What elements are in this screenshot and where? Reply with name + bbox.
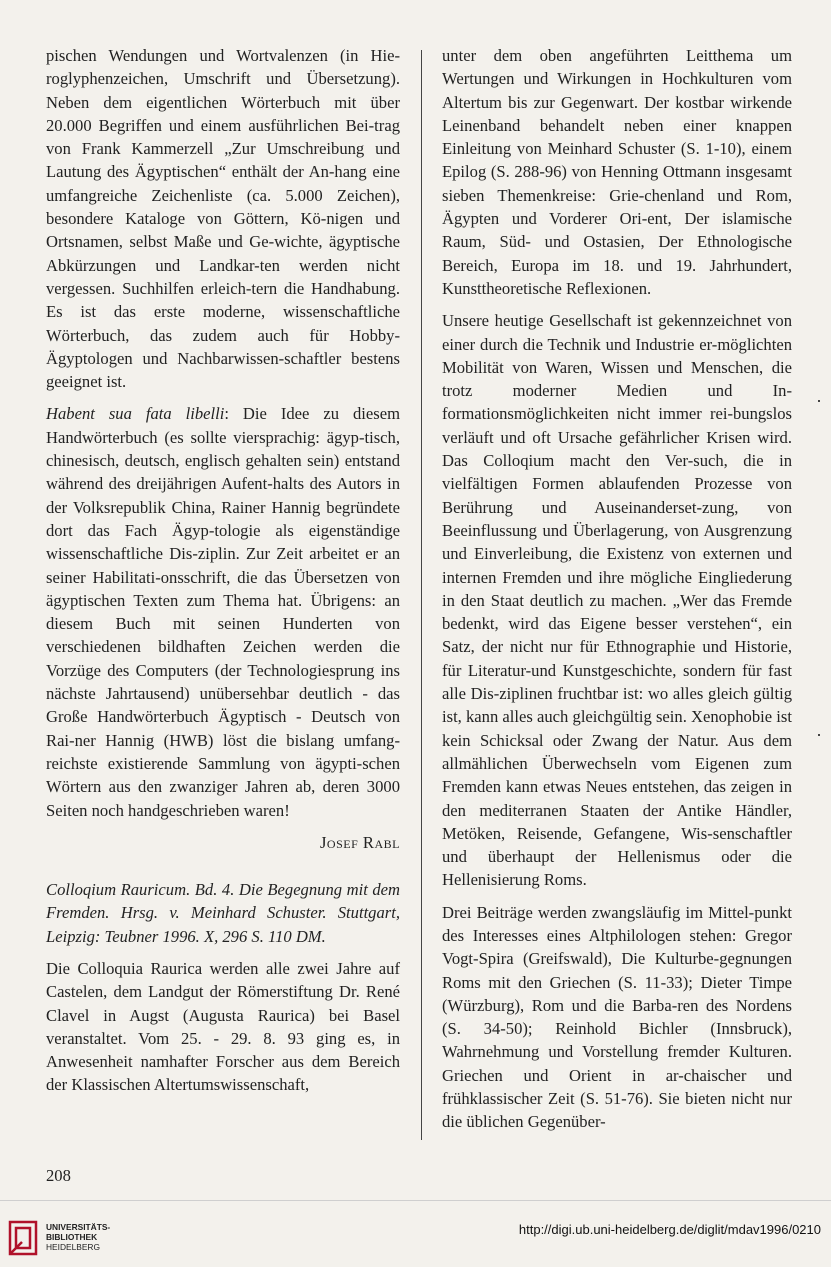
right-paragraph-1: unter dem oben angeführten Leitthema um Wertungen und Wirkungen in Hochkulturen vom Altertum bis zur Gegenwart. Der kostbar wirkende Leinenband behandelt neben einer knappen Einleitung von Meinhard Schuster (S. 1-10), einem Epilog (S. 288-96) von Henning Ottmann insgesamt sieben Themenkreise: Grie-chenland und Rom, Ägypten und Vorderer Ori-ent, Der islamische Raum, Süd- und Ostasien, Der Ethnologische Bereich, Europa im 18. und 19. Jahrhundert, Kunsttheoretische Reflexionen. xyxy=(442,46,792,298)
right-paragraph-3: Drei Beiträge werden zwangsläufig im Mittel-punkt des Interesses eines Altphilologen stehen: Gregor Vogt-Spira (Greifswald), Die Kulturbe-gegnungen Roms mit den Griechen (S. 11-33); Dieter Timpe (Würzburg), Rom und die Barba-ren des Nordens (S. 34-50); Reinhold Bichler (Innsbruck), Wahrnehmung und Vorstellung fremder Kulturen. Griechen und Orient in ar-chaischer und frühklassischer Zeit (S. 51-76). Sie bieten nicht nur die üblichen Gegenüber- xyxy=(442,902,792,1132)
page-number: 208 xyxy=(46,1166,71,1185)
left-paragraph-3: Die Colloquia Raurica werden alle zwei Jahre auf Castelen, dem Landgut der Römerstiftung Dr. René Clavel in Augst (Augusta Raurica) bei Basel veranstaltet. Vom 25. - 29. 8. 93 ging es, in Anwesenheit namhafter Forscher aus dem Bereich der Klassischen Altertumswissenschaft, xyxy=(46,958,400,1095)
scan-mark xyxy=(818,734,820,736)
left-paragraph-2 xyxy=(46,402,400,821)
library-name xyxy=(46,1222,110,1252)
right-column xyxy=(442,44,792,1143)
library-name-line2: BIBLIOTHEK xyxy=(46,1232,98,1242)
column-divider xyxy=(421,50,422,1140)
left-paragraph-1: pischen Wendungen und Wortvalenzen (in Hie-roglyphenzeichen, Umschrift und Übersetzung). Neben dem eigentlichen Wörterbuch mit über 20.000 Begriffen und einem ausführlichen Bei-trag von Frank Kammerzell „Zur Umschreibung und Lautung des Ägyptischen“ enthält der An-hang eine umfangreiche Zeichenliste (ca. 5.000 Zeichen), besondere Kataloge von Göttern, Kö-nigen und Ortsnamen, selbst Maße und Ge-wichte, ägyptische Abkürzungen und Landkar-ten werden nicht vergessen. Suchhilfen erleich-tern die Handhabung. Es ist das erste moderne, wissenschaftliche Wörterbuch, das zudem auch für Hobby-Ägyptologen und Nachbarwissen-schaftler bestens geeignet ist. xyxy=(46,46,400,392)
footer-divider xyxy=(0,1200,831,1201)
scan-mark xyxy=(818,400,820,402)
library-name-line3: HEIDELBERG xyxy=(46,1242,100,1252)
author-signature: Josef Rabl xyxy=(319,832,400,852)
left-paragraph-2-text: : Die Idee zu diesem Handwörterbuch (es sollte viersprachig: ägyp-tisch, chinesisch, deutsch, englisch gehalten sein) entstand während des dreijährigen Aufent-halts des Autors in der Volksrepublik China, Rainer Hannig begründete dort das Fach Ägyp-tologie als eigenständige wissenschaftliche Dis-ziplin. Zur Zeit arbeitet er an seiner Habilitati-onsschrift, die das Übersetzen von ägyptischen Texten zum Thema hat. Übrigens: an diesem Buch mit seinen Hunderten von verschiedenen bildhaften Zeichen werden die Vorzüge des Computers (der Technologiesprung ins nächste Jahrtausend) unübersehbar deutlich - das Große Handwörterbuch Ägyptisch - Deutsch von Rai-ner Hannig (HWB) löst die bislang umfang-reichste existierende Sammlung von ägypti-schen Wörtern aus den zwanziger Jahren ab, deren 3000 Seiten noch handgeschrieben waren! xyxy=(46,404,401,820)
latin-phrase: Habent sua fata libelli xyxy=(46,404,225,424)
library-name-line1: UNIVERSITÄTS- xyxy=(46,1222,111,1232)
left-column xyxy=(46,44,400,1106)
source-url-link[interactable]: http://digi.ub.uni-heidelberg.de/diglit/mdav1996/0210 xyxy=(518,1222,821,1237)
library-logo-icon xyxy=(8,1218,40,1258)
right-paragraph-2: Unsere heutige Gesellschaft ist gekennzeichnet von einer durch die Technik und Industrie er-möglichten Mobilität von Waren, Wissen und Menschen, die trotz moderner Medien und In-formationsmöglichkeiten nicht immer rei-bungslos verläuft und oft Ursache gefährlicher Krisen wird. Das Colloqium macht den Ver-such, die in vielfältigen Formen ablaufenden Prozesse von Berührung und Auseinanderset-zung, von Beeinflussung und Überlagerung, von Ausgrenzung und Einverleibung, die Existenz von externen und internen Fremden und ihre mögliche Eingliederung in den Staat deutlich zu machen. „Wer das Fremde bedenkt, wird das Eigene besser verstehen“, ein Satz, der nicht nur für Ethnographie und Historie, für Literatur-und Kunstgeschichte, sondern für fast alle Dis-ziplinen fruchtbar ist: wo alles gleich gültig ist, kann alles auch gleichgültig sein. Xenophobie ist kein Schicksal oder Zwang der Natur. Aus dem allmählichen Überwechseln vom Eigenen zum Fremden kann etwas Neues entstehen, das zeigen in den mediterranen Staaten der Antike Händler, Metöken, Reisende, Gefangene, Wis-senschaftler und überhaupt der Hellenismus oder die Hellenisierung Roms. xyxy=(442,311,792,890)
review-title: Colloqium Rauricum. Bd. 4. Die Begegnung mit dem Fremden. Hrsg. v. Meinhard Schuster. Stuttgart, Leipzig: Teubner 1996. X, 296 S. 110 DM. xyxy=(46,880,400,946)
